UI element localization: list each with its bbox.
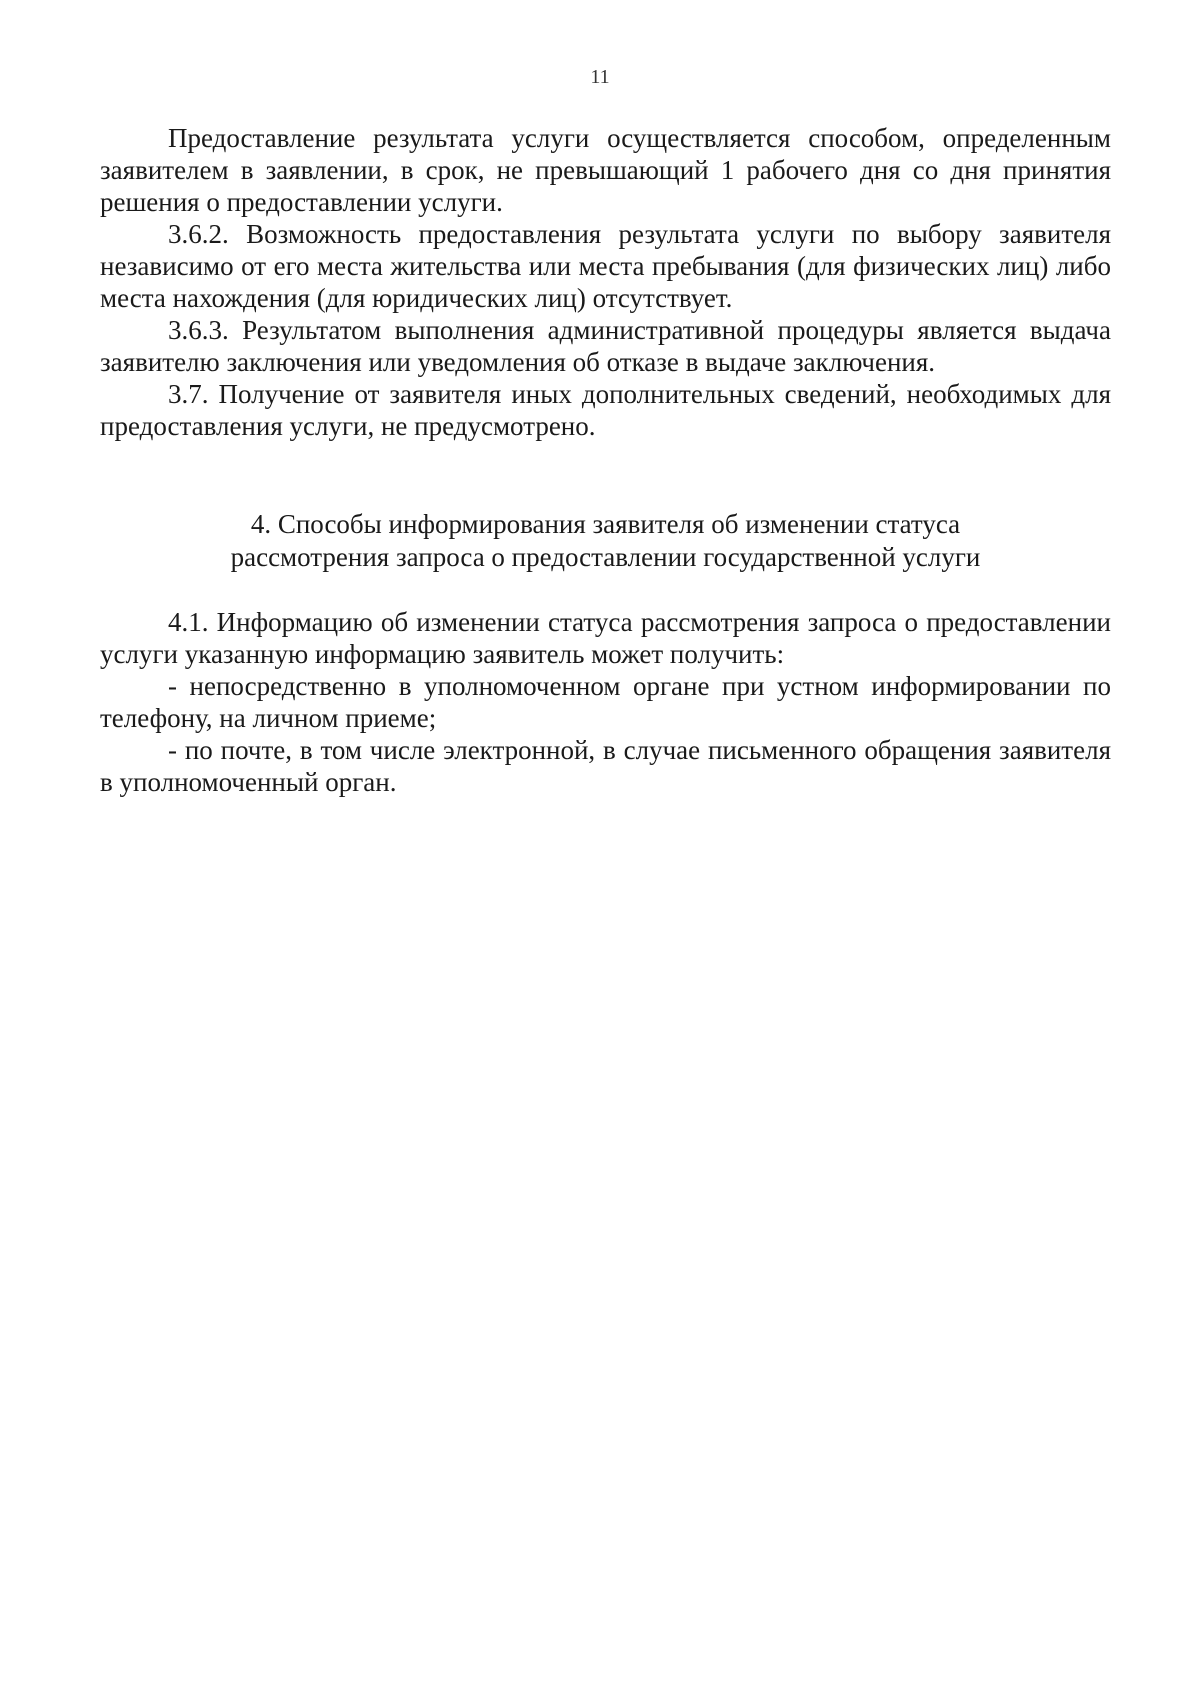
- paragraph-3-6-3: 3.6.3. Результатом выполнения административной процедуры является выдача заявителю заключения или уведомления об отказе в выдаче заключения.: [100, 315, 1111, 377]
- page-number: 11: [590, 66, 610, 88]
- list-item-in-person: - непосредственно в уполномоченном органе при устном информировании по телефону, на личном приеме;: [100, 671, 1111, 733]
- paragraph-result-delivery: Предоставление результата услуги осуществляется способом, определенным заявителем в заявлении, в срок, не превышающий 1 рабочего дня со дня принятия решения о предоставлении услуги.: [100, 123, 1111, 217]
- paragraph-3-6-2: 3.6.2. Возможность предоставления результата услуги по выбору заявителя независимо от его места жительства или места пребывания (для физических лиц) либо места нахождения (для юридических лиц) отсутствует.: [100, 219, 1111, 313]
- list-item-by-mail: - по почте, в том числе электронной, в случае письменного обращения заявителя в уполномоченный орган.: [100, 735, 1111, 797]
- section-4-heading: [100, 508, 1111, 574]
- paragraph-3-7: 3.7. Получение от заявителя иных дополнительных сведений, необходимых для предоставления услуги, не предусмотрено.: [100, 379, 1111, 441]
- paragraph-4-1: 4.1. Информацию об изменении статуса рассмотрения запроса о предоставлении услуги указанную информацию заявитель может получить:: [100, 607, 1111, 669]
- section-4-heading-line-2: рассмотрения запроса о предоставлении государственной услуги: [230, 542, 981, 572]
- section-4-heading-line-1: 4. Способы информирования заявителя об изменении статуса: [250, 509, 961, 539]
- section-4-text: [100, 606, 1111, 798]
- section-3-text: [100, 122, 1111, 442]
